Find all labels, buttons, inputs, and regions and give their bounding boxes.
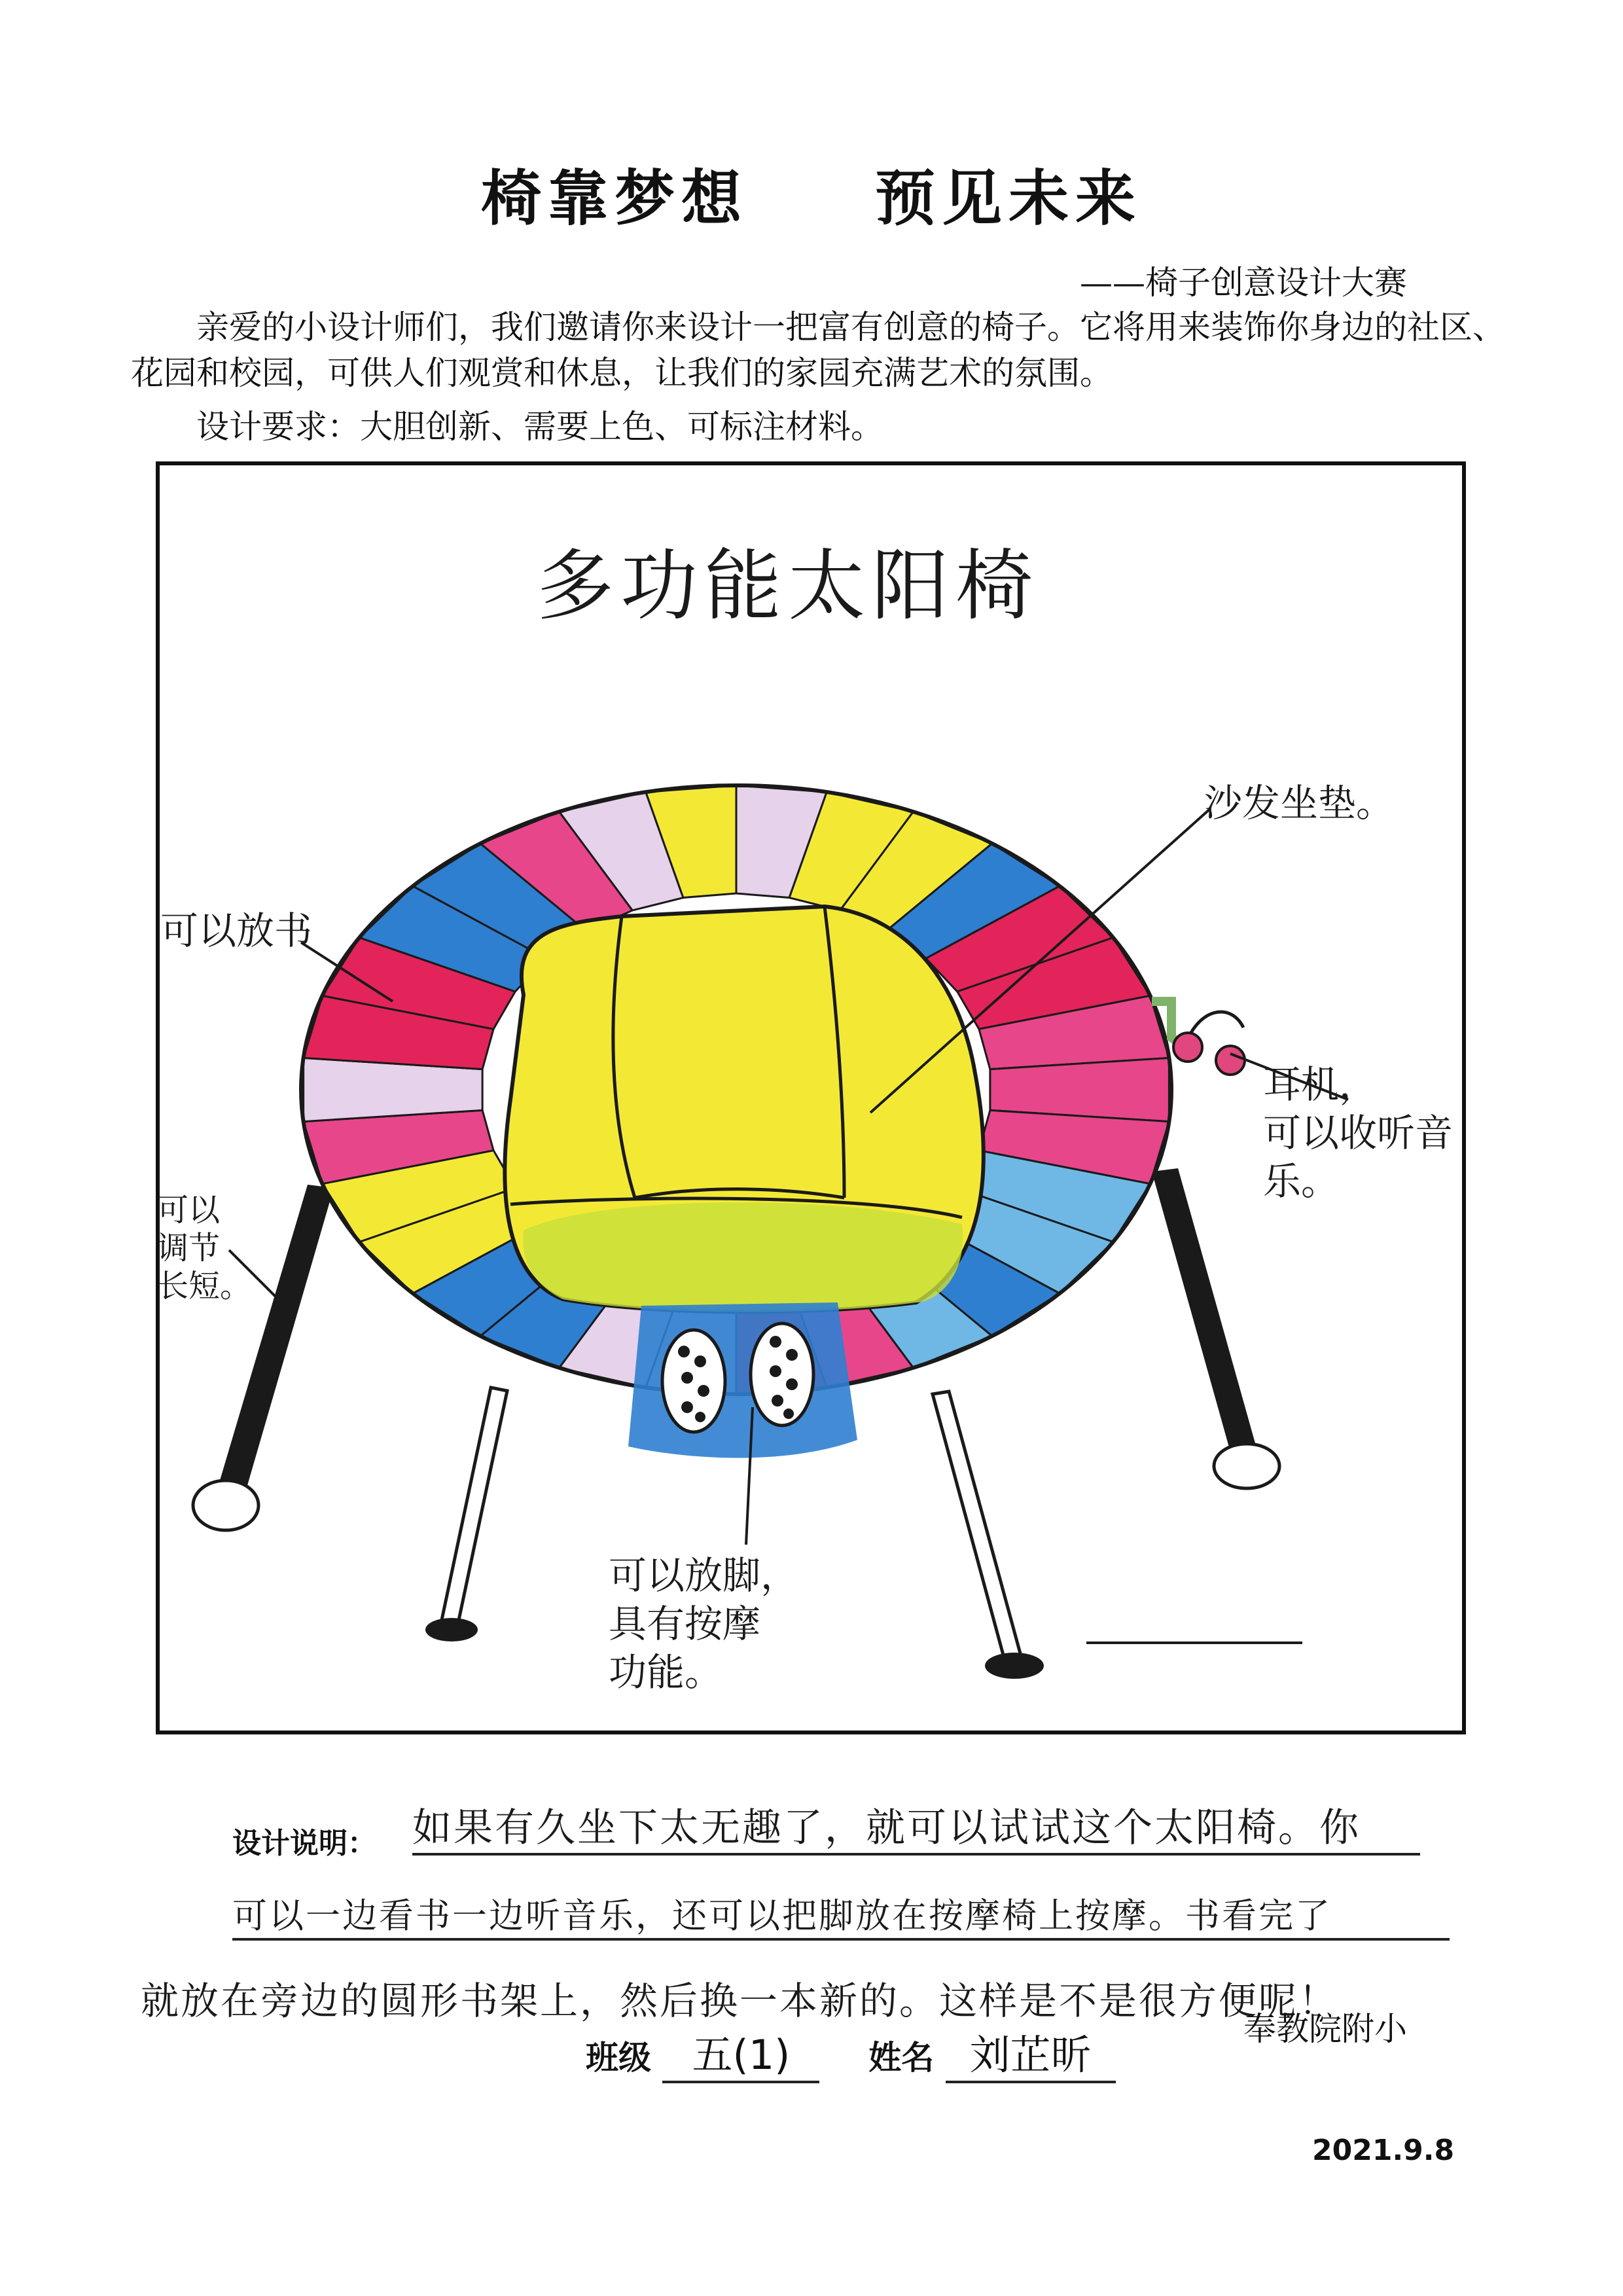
class-label: 班级 (586, 2039, 651, 2077)
class-field (586, 2022, 1116, 2083)
foot-cap (985, 1653, 1044, 1679)
design-description-label: 设计说明： (232, 1827, 376, 1860)
earbud (1216, 1046, 1245, 1075)
front-right-leg (933, 1391, 1021, 1660)
label-feet-line: 具有按摩 (609, 1602, 761, 1646)
description-line-2: 可以一边看书一边听音乐，还可以把脚放在按摩椅上按摩。书看完了 (232, 1888, 1450, 1941)
drawing-title: 多功能太阳椅 (537, 541, 1040, 631)
foot-cap (425, 1618, 478, 1641)
title-part-2: 预见未来 (875, 164, 1143, 234)
seat-cushion (505, 906, 983, 1312)
back-right-leg (1152, 1168, 1260, 1463)
massage-foot-pads (628, 1302, 857, 1458)
label-legs-line: 长短。 (157, 1268, 252, 1304)
description-line-1: 如果有久坐下太无趣了，就可以试试这个太阳椅。你 (412, 1797, 1420, 1856)
subtitle: ——椅子创意设计大赛 (1080, 264, 1407, 302)
description-line-3: 就放在旁边的圆形书架上，然后换一本新的。这样是不是很方便呢！ (141, 1979, 1339, 2023)
name-label: 姓名 (868, 2039, 935, 2077)
earbud (1173, 1033, 1202, 1062)
label-adjustable-legs (157, 1191, 251, 1305)
title-part-1: 椅靠梦想 (480, 164, 748, 234)
label-earphone-line: 乐。 (1263, 1159, 1340, 1204)
name-value: 刘芷昕 (946, 2022, 1116, 2083)
class-value: 五(1) (662, 2022, 819, 2083)
foot-cap (1214, 1444, 1279, 1488)
foot-pad (662, 1330, 725, 1432)
front-left-leg (442, 1388, 507, 1623)
date: 2021.9.8 (1312, 2134, 1455, 2167)
label-feet-line: 功能。 (609, 1650, 723, 1695)
label-book-storage: 可以放书 (160, 908, 313, 953)
school-name: 奉教院附小 (1243, 2010, 1407, 2048)
label-legs-line: 调节 (157, 1230, 221, 1266)
label-feet-line: 可以放脚， (609, 1553, 799, 1598)
foot-cap (193, 1480, 259, 1530)
label-earphone-line: 耳机， (1263, 1062, 1378, 1107)
label-sofa-cushion: 沙发坐垫。 (1204, 781, 1395, 825)
label-legs-line: 可以 (157, 1192, 221, 1229)
label-earphone-line: 可以收听音 (1263, 1111, 1454, 1155)
design-requirements: 设计要求：大胆创新、需要上色、可标注材料。 (196, 408, 883, 446)
label-foot-massage (609, 1551, 798, 1696)
foot-pad (751, 1323, 813, 1426)
label-earphone (1263, 1060, 1453, 1206)
intro-paragraph: 亲爱的小设计师们，我们邀请你来设计一把富有创意的椅子。它将用来装饰你身边的社区、花园和校园，可供人们观赏和休息，让我们的家园充满艺术的氛围。 (131, 308, 1505, 392)
